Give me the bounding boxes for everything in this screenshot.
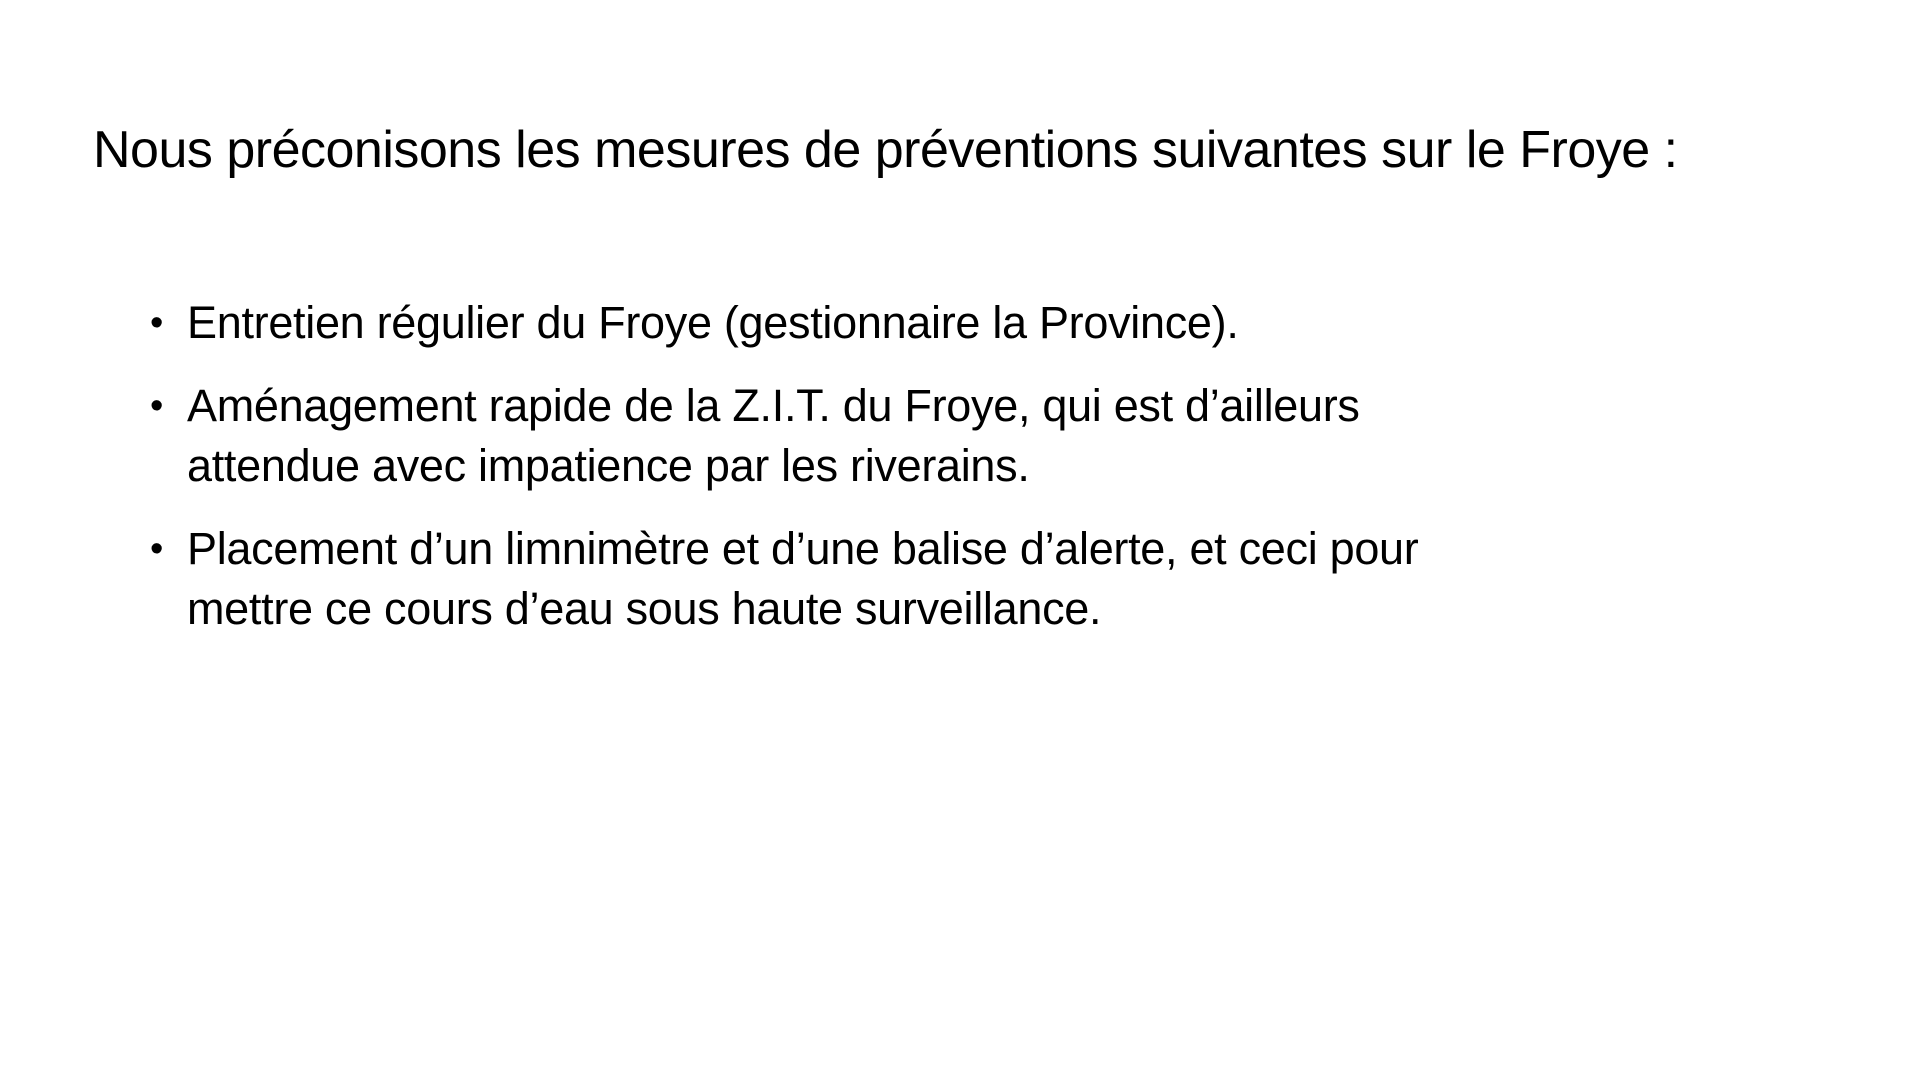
bullet-text: Aménagement rapide de la Z.I.T. du Froye, qui est d’ailleurs attendue avec impatience par les riverains. — [187, 380, 1360, 491]
bullet-icon: • — [150, 385, 164, 427]
bullet-item — [150, 293, 1770, 353]
bullet-icon: • — [150, 302, 164, 344]
bullet-text: Placement d’un limnimètre et d’une balise d’alerte, et ceci pour mettre ce cours d’eau sous haute surveillance. — [187, 523, 1419, 634]
bullet-text: Entretien régulier du Froye (gestionnaire la Province). — [187, 297, 1239, 348]
bullet-item — [150, 376, 1770, 496]
slide-title: Nous préconisons les mesures de préventions suivantes sur le Froye : — [93, 120, 1678, 179]
bullet-item — [150, 519, 1770, 639]
bullet-list — [150, 293, 1770, 662]
bullet-icon: • — [150, 528, 164, 570]
